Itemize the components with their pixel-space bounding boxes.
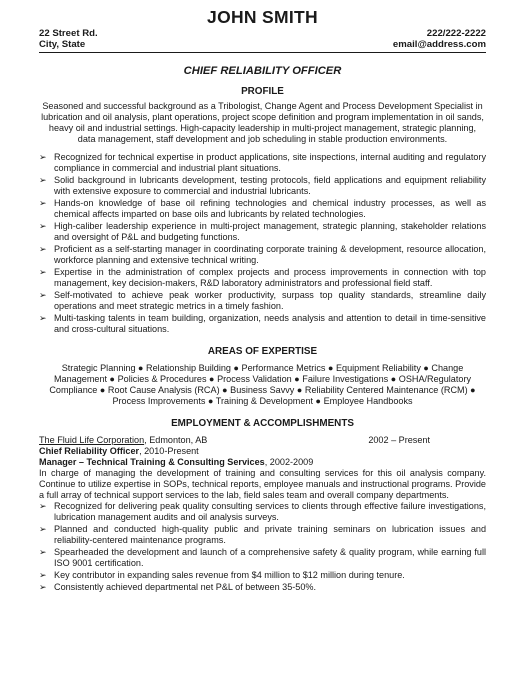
bullet-text: Solid background in lubricants development, testing protocols, field applications and equipment reliability with extensive exposure to commercial and industrial lubricants. xyxy=(54,175,486,196)
job-title: CHIEF RELIABILITY OFFICER xyxy=(183,65,342,77)
address-line-1: 22 Street Rd. xyxy=(39,28,98,39)
address-line-2: City, State xyxy=(39,39,86,50)
arrow-bullet-icon: ➢ xyxy=(39,524,47,534)
profile-bullet-item xyxy=(39,290,486,312)
arrow-bullet-icon: ➢ xyxy=(39,198,47,208)
profile-bullet-item xyxy=(39,175,486,197)
employment-bullet-item xyxy=(39,570,486,581)
employment-bullet-list xyxy=(39,501,486,593)
contact-row-1 xyxy=(39,28,486,39)
profile-bullet-item xyxy=(39,221,486,243)
arrow-bullet-icon: ➢ xyxy=(39,570,47,580)
phone-number: 222/222-2222 xyxy=(426,28,486,39)
bullet-text: Recognized for delivering peak quality consulting services to clients through effective failure investigations, lubrication management audits and oil analysis surveys. xyxy=(54,501,486,522)
bullet-text: High-caliber leadership experience in multi-project management, strategic planning, stakeholder relations and oversight of P&L and budgeting functions. xyxy=(54,221,486,242)
arrow-bullet-icon: ➢ xyxy=(39,267,47,277)
profile-bullet-item xyxy=(39,198,486,220)
bullet-text: Expertise in the administration of complex projects and process improvements in connection with top management, key decision-makers, R&D laboratory administrators and professional field staff. xyxy=(54,267,486,288)
employment-dates: 2002 – Present xyxy=(368,435,430,445)
role-1 xyxy=(39,446,486,457)
arrow-bullet-icon: ➢ xyxy=(39,582,47,592)
profile-summary: Seasoned and successful background as a Tribologist, Change Agent and Process Development Specialist in lubrication and oil analysis, plant operations, project scope definition and program implementation in oil sands, heavy oil and industrial settings. High-capacity leadership in multi-project management, strategic planning, data management, staff development and job scheduling in stable production environments. xyxy=(41,101,484,144)
role-2-title: Manager – Technical Training & Consulting Services xyxy=(39,457,265,467)
email-address: email@address.com xyxy=(392,39,486,50)
employment-bullet-item xyxy=(39,547,486,569)
role-description: In charge of managing the development of training and consulting services for this oil analysis company. Continue to utilize expertise in SOPs, technical reports, employee manuals and instructional programs. Provide a full array of technical support services to the lab, field sales team and overall company departments. xyxy=(39,468,486,500)
expertise-heading: AREAS OF EXPERTISE xyxy=(207,346,318,357)
expertise-list: Strategic Planning ● Relationship Building ● Performance Metrics ● Equipment Reliability ● Change Management ● Policies & Procedures ● Process Validation ● Failure Investigations ● OSHA/Regulatory Compliance ● Root Cause Analysis (RCA) ● Business Savvy ● Reliability Centered Maintenance (RCM) ● Process Improvements ● Training & Development ● Employee Handbooks xyxy=(49,363,476,406)
arrow-bullet-icon: ➢ xyxy=(39,175,47,185)
role-2 xyxy=(39,457,486,468)
bullet-text: Key contributor in expanding sales revenue from $4 million to $12 million during tenure. xyxy=(54,570,405,580)
employer xyxy=(39,435,207,446)
header-divider xyxy=(39,52,486,53)
bullet-text: Proficient as a self-starting manager in coordinating corporate training & development, resource allocation, workforce planning and extensive technical writing. xyxy=(54,244,486,265)
profile-bullet-item xyxy=(39,244,486,266)
profile-bullet-item xyxy=(39,152,486,174)
candidate-name: JOHN SMITH xyxy=(207,7,318,27)
bullet-text: Consistently achieved departmental net P&L of between 35-50%. xyxy=(54,582,317,592)
bullet-text: Spearheaded the development and launch of a comprehensive safety & quality program, while earning full ISO 9001 certification. xyxy=(54,547,486,568)
company-name: The Fluid Life Corporation xyxy=(39,435,145,445)
bullet-text: Multi-tasking talents in team building, organization, needs analysis and attention to detail in time-sensitive and cross-cultural situations. xyxy=(54,313,486,334)
arrow-bullet-icon: ➢ xyxy=(39,244,47,254)
profile-heading: PROFILE xyxy=(241,86,284,97)
arrow-bullet-icon: ➢ xyxy=(39,221,47,231)
profile-bullet-item xyxy=(39,313,486,335)
employment-bullet-item xyxy=(39,582,486,593)
arrow-bullet-icon: ➢ xyxy=(39,501,47,511)
company-location: , Edmonton, AB xyxy=(144,435,208,445)
arrow-bullet-icon: ➢ xyxy=(39,313,47,323)
employment-bullet-item xyxy=(39,524,486,546)
employment-bullet-item xyxy=(39,501,486,523)
employer-row xyxy=(39,435,486,446)
role-2-dates: , 2002-2009 xyxy=(264,457,314,467)
bullet-text: Planned and conducted high-quality public and private training seminars on lubrication issues and reliability-centered maintenance programs. xyxy=(54,524,486,545)
bullet-text: Recognized for technical expertise in product applications, site inspections, internal auditing and regulatory compliance in commercial and industrial plant situations. xyxy=(54,152,486,173)
employment-heading: EMPLOYMENT & ACCOMPLISHMENTS xyxy=(171,418,354,429)
profile-bullet-item xyxy=(39,267,486,289)
contact-row-2 xyxy=(39,39,486,50)
profile-bullet-list xyxy=(39,152,486,335)
arrow-bullet-icon: ➢ xyxy=(39,290,47,300)
arrow-bullet-icon: ➢ xyxy=(39,547,47,557)
bullet-text: Hands-on knowledge of base oil refining technologies and chemical industry processes, as well as chemical affects imparted on base oils and lubricants by related technologies. xyxy=(54,198,486,219)
arrow-bullet-icon: ➢ xyxy=(39,152,47,162)
role-1-title: Chief Reliability Officer xyxy=(39,446,140,456)
role-1-dates: , 2010-Present xyxy=(139,446,199,456)
bullet-text: Self-motivated to achieve peak worker productivity, surpass top quality standards, streamline daily operations and meet strategic metrics in a timely fashion. xyxy=(54,290,486,311)
